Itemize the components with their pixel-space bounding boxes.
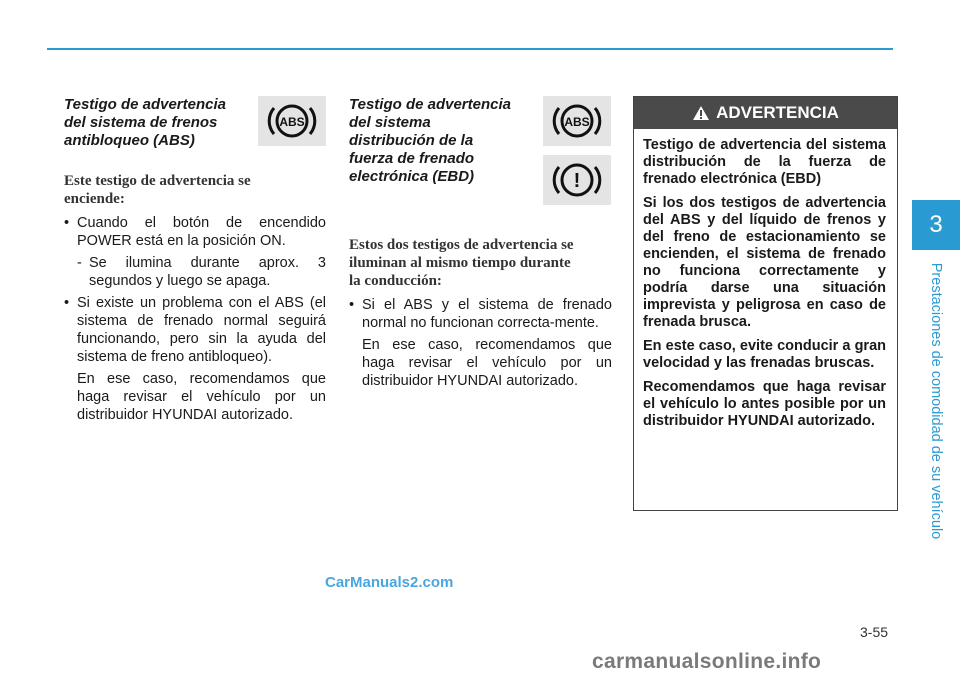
- ebd-bullet-1: • Si el ABS y el sistema de frenado normal no funcionan correcta-mente.: [349, 296, 612, 332]
- top-rule: [47, 48, 893, 50]
- abs-warning-icon-2: [543, 96, 611, 146]
- warning-title: ADVERTENCIA: [716, 103, 839, 122]
- abs-warning-icon: [258, 96, 326, 146]
- abs-sub-item: [64, 254, 326, 290]
- svg-text:!: !: [573, 170, 581, 192]
- svg-text:ABS: ABS: [279, 115, 305, 129]
- warning-triangle-icon: [692, 105, 710, 121]
- abs-heading: Testigo de advertencia del sistema de frenos antibloqueo (ABS): [64, 96, 226, 149]
- ebd-heading: Testigo de advertencia del sistema distribución de la fuerza de frenado electrónica (EBD): [349, 96, 511, 185]
- dash-marker: -: [77, 255, 82, 271]
- warning-header: [634, 97, 897, 129]
- page-number: 3-55: [860, 624, 889, 640]
- chapter-tab: 3: [912, 200, 960, 250]
- abs-paragraph: En ese caso, recomendamos que haga revisar el vehículo por un distribuidor HYUNDAI autorizado.: [77, 371, 326, 423]
- warning-p4: Recomendamos que haga revisar el vehículo lo antes posible por un distribuidor HYUNDAI autorizado.: [643, 379, 886, 429]
- abs-bullet-2: • Si existe un problema con el ABS (el sistema de frenado normal seguirá funcionando, pero sin la ayuda del sistema de freno antibloqueo).: [64, 294, 326, 366]
- svg-text:ABS: ABS: [564, 115, 590, 129]
- ebd-paragraph: En ese caso, recomendamos que haga revisar el vehículo por un distribuidor HYUNDAI autorizado.: [362, 337, 612, 389]
- warning-p1: Testigo de advertencia del sistema distribución de la fuerza de frenado electrónica (EBD): [643, 137, 886, 187]
- abs-sub-text: Se ilumina durante aprox. 3 segundos y luego se apaga.: [89, 255, 326, 289]
- warning-p3: En este caso, evite conducir a gran velocidad y las frenadas bruscas.: [643, 338, 886, 371]
- ebd-subheading: Estos dos testigos de advertencia se iluminan al mismo tiempo durante la conducción:: [349, 237, 574, 289]
- abs-bullet-1: • Cuando el botón de encendido POWER está en la posición ON.: [64, 214, 326, 250]
- brake-warning-icon: [543, 155, 611, 205]
- chapter-title: Prestaciones de comodidad de su vehículo: [928, 262, 945, 540]
- abs-subheading: Este testigo de advertencia se enciende:: [64, 173, 251, 207]
- warning-p2: Si los dos testigos de advertencia del ABS y del líquido de frenos y del freno de estacionamiento se encienden, el sistema de frenado no funciona correctamente y podría darse una situación imprevista y peligrosa en caso de frenada brusca.: [643, 195, 886, 330]
- warning-body: [634, 129, 897, 430]
- watermark-right: carmanualsonline.info: [592, 650, 822, 673]
- warning-box: [633, 96, 898, 511]
- watermark-left: CarManuals2.com: [325, 574, 454, 591]
